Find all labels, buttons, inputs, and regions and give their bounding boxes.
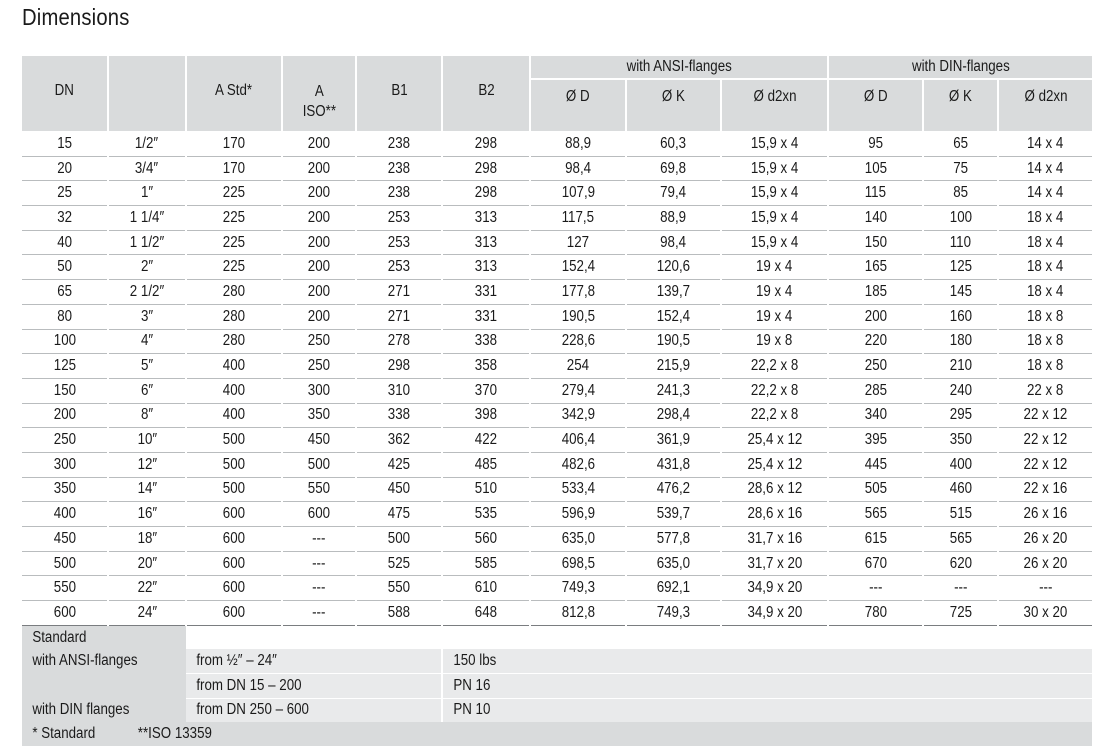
cell-size: 10″ — [108, 428, 186, 453]
cell-din-d2xn: 18 x 8 — [998, 354, 1092, 379]
cell-dn: 15 — [22, 131, 108, 156]
cell-dn: 550 — [22, 576, 108, 601]
footer-ansi-label: with ANSI-flanges — [22, 649, 186, 673]
cell-din-d: 95 — [828, 131, 923, 156]
cell-ansi-k: 139,7 — [626, 280, 721, 305]
cell-size: 2″ — [108, 255, 186, 280]
cell-b2: 298 — [442, 181, 530, 206]
cell-din-d: 780 — [828, 601, 923, 626]
header-din-d2xn: Ø d2xn — [998, 79, 1092, 131]
cell-a-iso: 200 — [282, 304, 356, 329]
cell-din-k: 160 — [923, 304, 998, 329]
cell-dn: 300 — [22, 452, 108, 477]
header-din-d: Ø D — [828, 79, 923, 131]
cell-a-iso: 500 — [282, 452, 356, 477]
cell-ansi-d: 152,4 — [530, 255, 626, 280]
cell-ansi-d2xn: 19 x 4 — [721, 280, 828, 305]
cell-ansi-d: 117,5 — [530, 206, 626, 231]
footer-notes — [22, 722, 1092, 746]
cell-b1: 338 — [356, 403, 442, 428]
cell-a-std: 600 — [186, 502, 282, 527]
table-row — [22, 576, 1092, 601]
header-b1: B1 — [356, 56, 442, 131]
cell-din-d: 150 — [828, 230, 923, 255]
cell-a-std: 400 — [186, 354, 282, 379]
cell-a-iso: 550 — [282, 477, 356, 502]
header-ansi-d: Ø D — [530, 79, 626, 131]
cell-dn: 20 — [22, 156, 108, 181]
cell-a-iso: 300 — [282, 378, 356, 403]
footer-din-range-2: from DN 250 – 600 — [186, 698, 442, 722]
cell-size: 1″ — [108, 181, 186, 206]
cell-ansi-d2xn: 31,7 x 16 — [721, 527, 828, 552]
cell-a-iso: --- — [282, 527, 356, 552]
cell-a-std: 280 — [186, 280, 282, 305]
cell-din-d: 445 — [828, 452, 923, 477]
cell-dn: 200 — [22, 403, 108, 428]
cell-size: 8″ — [108, 403, 186, 428]
cell-a-std: 500 — [186, 452, 282, 477]
table-row — [22, 601, 1092, 626]
cell-din-k: 515 — [923, 502, 998, 527]
footer-din-rating-2: PN 10 — [442, 698, 1092, 722]
header-ansi-d2xn: Ø d2xn — [721, 79, 828, 131]
table-row — [22, 304, 1092, 329]
cell-b2: 313 — [442, 206, 530, 231]
cell-din-k: 725 — [923, 601, 998, 626]
cell-b1: 298 — [356, 354, 442, 379]
cell-ansi-d2xn: 22,2 x 8 — [721, 403, 828, 428]
cell-ansi-d: 406,4 — [530, 428, 626, 453]
cell-b2: 422 — [442, 428, 530, 453]
cell-a-iso: 600 — [282, 502, 356, 527]
cell-ansi-d2xn: 34,9 x 20 — [721, 601, 828, 626]
cell-din-d2xn: 22 x 12 — [998, 428, 1092, 453]
cell-ansi-d2xn: 19 x 8 — [721, 329, 828, 354]
cell-a-std: 225 — [186, 206, 282, 231]
cell-ansi-k: 79,4 — [626, 181, 721, 206]
cell-size: 22″ — [108, 576, 186, 601]
table-row — [22, 354, 1092, 379]
cell-din-k: 125 — [923, 255, 998, 280]
cell-din-d2xn: 18 x 4 — [998, 206, 1092, 231]
cell-ansi-k: 120,6 — [626, 255, 721, 280]
cell-ansi-d: 533,4 — [530, 477, 626, 502]
table-row — [22, 477, 1092, 502]
cell-dn: 350 — [22, 477, 108, 502]
cell-ansi-d2xn: 15,9 x 4 — [721, 181, 828, 206]
header-ansi-group: with ANSI-flanges — [530, 56, 828, 79]
cell-a-iso: 200 — [282, 255, 356, 280]
cell-din-k: 240 — [923, 378, 998, 403]
cell-size: 1 1/2″ — [108, 230, 186, 255]
cell-din-k: 100 — [923, 206, 998, 231]
cell-a-iso: 200 — [282, 206, 356, 231]
table-row — [22, 181, 1092, 206]
cell-a-std: 225 — [186, 255, 282, 280]
cell-a-iso: 200 — [282, 280, 356, 305]
table-row — [22, 329, 1092, 354]
cell-dn: 80 — [22, 304, 108, 329]
cell-a-iso: 200 — [282, 230, 356, 255]
header-ansi-k: Ø K — [626, 79, 721, 131]
cell-size: 24″ — [108, 601, 186, 626]
cell-b1: 525 — [356, 551, 442, 576]
cell-a-std: 400 — [186, 403, 282, 428]
cell-a-std: 280 — [186, 329, 282, 354]
cell-ansi-d2xn: 22,2 x 8 — [721, 378, 828, 403]
cell-size: 16″ — [108, 502, 186, 527]
cell-ansi-d: 342,9 — [530, 403, 626, 428]
cell-din-d2xn: 22 x 12 — [998, 452, 1092, 477]
cell-a-std: 600 — [186, 527, 282, 552]
dimensions-table — [22, 56, 1092, 746]
cell-din-d: 285 — [828, 378, 923, 403]
cell-b1: 253 — [356, 206, 442, 231]
cell-a-std: 225 — [186, 181, 282, 206]
cell-ansi-d2xn: 19 x 4 — [721, 304, 828, 329]
cell-din-d: 340 — [828, 403, 923, 428]
cell-b2: 298 — [442, 156, 530, 181]
cell-dn: 100 — [22, 329, 108, 354]
header-a-iso: A ISO** — [282, 56, 356, 131]
cell-ansi-d2xn: 15,9 x 4 — [721, 131, 828, 156]
table-row — [22, 502, 1092, 527]
cell-ansi-k: 98,4 — [626, 230, 721, 255]
cell-din-k: --- — [923, 576, 998, 601]
cell-b2: 560 — [442, 527, 530, 552]
cell-din-d: 395 — [828, 428, 923, 453]
cell-din-d2xn: 22 x 16 — [998, 477, 1092, 502]
table-row — [22, 378, 1092, 403]
header-dn: DN — [22, 56, 108, 131]
cell-a-std: 600 — [186, 551, 282, 576]
cell-din-d: 185 — [828, 280, 923, 305]
table-row — [22, 255, 1092, 280]
cell-din-d2xn: 18 x 4 — [998, 255, 1092, 280]
cell-ansi-d2xn: 15,9 x 4 — [721, 206, 828, 231]
cell-size: 3/4″ — [108, 156, 186, 181]
cell-din-d: 165 — [828, 255, 923, 280]
cell-ansi-d2xn: 15,9 x 4 — [721, 156, 828, 181]
cell-b2: 648 — [442, 601, 530, 626]
cell-b2: 535 — [442, 502, 530, 527]
cell-a-std: 280 — [186, 304, 282, 329]
cell-size: 12″ — [108, 452, 186, 477]
footer-ansi-label-cont — [22, 673, 186, 698]
footer-ansi-rating: 150 lbs — [442, 649, 1092, 673]
cell-b2: 313 — [442, 255, 530, 280]
cell-din-k: 350 — [923, 428, 998, 453]
footer-standard-label: Standard — [22, 625, 186, 649]
table-row — [22, 280, 1092, 305]
cell-b1: 362 — [356, 428, 442, 453]
cell-ansi-k: 539,7 — [626, 502, 721, 527]
cell-a-iso: 450 — [282, 428, 356, 453]
cell-din-d2xn: 22 x 8 — [998, 378, 1092, 403]
cell-din-d2xn: 14 x 4 — [998, 156, 1092, 181]
cell-ansi-d: 482,6 — [530, 452, 626, 477]
cell-din-d2xn: 30 x 20 — [998, 601, 1092, 626]
cell-dn: 125 — [22, 354, 108, 379]
cell-din-d2xn: 26 x 20 — [998, 551, 1092, 576]
cell-a-iso: 200 — [282, 181, 356, 206]
table-row — [22, 131, 1092, 156]
cell-b1: 238 — [356, 156, 442, 181]
cell-din-d: 140 — [828, 206, 923, 231]
cell-size: 4″ — [108, 329, 186, 354]
footer-blank — [186, 625, 1092, 649]
cell-dn: 600 — [22, 601, 108, 626]
footer-din-label: with DIN flanges — [22, 698, 186, 722]
cell-din-k: 145 — [923, 280, 998, 305]
cell-ansi-d2xn: 19 x 4 — [721, 255, 828, 280]
header-size — [108, 56, 186, 131]
cell-b2: 358 — [442, 354, 530, 379]
cell-a-iso: --- — [282, 601, 356, 626]
cell-a-iso: --- — [282, 576, 356, 601]
cell-b2: 313 — [442, 230, 530, 255]
cell-b2: 338 — [442, 329, 530, 354]
cell-b1: 310 — [356, 378, 442, 403]
cell-din-k: 400 — [923, 452, 998, 477]
footer-din-rating-1: PN 16 — [442, 673, 1092, 698]
cell-ansi-d: 596,9 — [530, 502, 626, 527]
cell-ansi-d2xn: 28,6 x 16 — [721, 502, 828, 527]
cell-ansi-k: 361,9 — [626, 428, 721, 453]
cell-din-d2xn: 26 x 16 — [998, 502, 1092, 527]
cell-din-k: 565 — [923, 527, 998, 552]
cell-ansi-d: 127 — [530, 230, 626, 255]
cell-ansi-k: 69,8 — [626, 156, 721, 181]
table-row — [22, 551, 1092, 576]
cell-din-d2xn: 18 x 8 — [998, 304, 1092, 329]
cell-din-k: 620 — [923, 551, 998, 576]
cell-ansi-d: 228,6 — [530, 329, 626, 354]
cell-b2: 585 — [442, 551, 530, 576]
cell-din-d: 565 — [828, 502, 923, 527]
cell-din-d: 200 — [828, 304, 923, 329]
cell-ansi-d: 190,5 — [530, 304, 626, 329]
cell-size: 3″ — [108, 304, 186, 329]
cell-dn: 32 — [22, 206, 108, 231]
cell-din-d: 615 — [828, 527, 923, 552]
cell-ansi-k: 190,5 — [626, 329, 721, 354]
cell-b1: 271 — [356, 304, 442, 329]
cell-b2: 331 — [442, 304, 530, 329]
cell-b2: 298 — [442, 131, 530, 156]
note-iso: **ISO 13359 — [137, 724, 212, 742]
table-row — [22, 452, 1092, 477]
cell-dn: 150 — [22, 378, 108, 403]
cell-a-std: 600 — [186, 576, 282, 601]
cell-a-iso: 200 — [282, 131, 356, 156]
cell-ansi-k: 152,4 — [626, 304, 721, 329]
cell-size: 14″ — [108, 477, 186, 502]
cell-din-d: 505 — [828, 477, 923, 502]
cell-size: 1 1/4″ — [108, 206, 186, 231]
cell-b1: 278 — [356, 329, 442, 354]
cell-size: 18″ — [108, 527, 186, 552]
cell-ansi-d: 698,5 — [530, 551, 626, 576]
cell-size: 1/2″ — [108, 131, 186, 156]
cell-ansi-d2xn: 15,9 x 4 — [721, 230, 828, 255]
cell-din-k: 180 — [923, 329, 998, 354]
cell-b2: 510 — [442, 477, 530, 502]
cell-b1: 500 — [356, 527, 442, 552]
footer-ansi-range: from ½″ – 24″ — [186, 649, 442, 673]
cell-b1: 550 — [356, 576, 442, 601]
table-row — [22, 206, 1092, 231]
cell-din-d: 670 — [828, 551, 923, 576]
cell-din-d2xn: 18 x 8 — [998, 329, 1092, 354]
cell-din-d: 250 — [828, 354, 923, 379]
cell-ansi-d2xn: 28,6 x 12 — [721, 477, 828, 502]
cell-ansi-k: 577,8 — [626, 527, 721, 552]
cell-din-d2xn: --- — [998, 576, 1092, 601]
table-row — [22, 156, 1092, 181]
table-body — [22, 131, 1092, 625]
cell-din-k: 460 — [923, 477, 998, 502]
header-din-group: with DIN-flanges — [828, 56, 1092, 79]
cell-ansi-d2xn: 34,9 x 20 — [721, 576, 828, 601]
cell-ansi-k: 88,9 — [626, 206, 721, 231]
cell-a-iso: 350 — [282, 403, 356, 428]
cell-ansi-d: 98,4 — [530, 156, 626, 181]
cell-din-d: 220 — [828, 329, 923, 354]
cell-dn: 65 — [22, 280, 108, 305]
cell-ansi-d: 107,9 — [530, 181, 626, 206]
header-a-std: A Std* — [186, 56, 282, 131]
cell-din-d2xn: 18 x 4 — [998, 280, 1092, 305]
cell-ansi-k: 298,4 — [626, 403, 721, 428]
cell-ansi-d: 279,4 — [530, 378, 626, 403]
cell-a-std: 500 — [186, 428, 282, 453]
cell-b1: 271 — [356, 280, 442, 305]
cell-ansi-d: 254 — [530, 354, 626, 379]
cell-dn: 250 — [22, 428, 108, 453]
cell-b2: 331 — [442, 280, 530, 305]
cell-b2: 370 — [442, 378, 530, 403]
cell-ansi-d2xn: 25,4 x 12 — [721, 428, 828, 453]
cell-a-std: 170 — [186, 156, 282, 181]
cell-din-d2xn: 22 x 12 — [998, 403, 1092, 428]
cell-din-k: 65 — [923, 131, 998, 156]
cell-din-k: 295 — [923, 403, 998, 428]
header-din-k: Ø K — [923, 79, 998, 131]
cell-din-k: 75 — [923, 156, 998, 181]
cell-a-iso: 250 — [282, 329, 356, 354]
cell-a-std: 600 — [186, 601, 282, 626]
table-row — [22, 527, 1092, 552]
cell-din-d2xn: 26 x 20 — [998, 527, 1092, 552]
cell-din-d: 105 — [828, 156, 923, 181]
cell-ansi-d2xn: 25,4 x 12 — [721, 452, 828, 477]
footer-din-range-1: from DN 15 – 200 — [186, 673, 442, 698]
table-row — [22, 230, 1092, 255]
cell-size: 6″ — [108, 378, 186, 403]
cell-dn: 25 — [22, 181, 108, 206]
cell-a-std: 500 — [186, 477, 282, 502]
cell-din-d2xn: 14 x 4 — [998, 181, 1092, 206]
cell-ansi-k: 431,8 — [626, 452, 721, 477]
cell-a-std: 225 — [186, 230, 282, 255]
cell-ansi-d: 749,3 — [530, 576, 626, 601]
cell-dn: 450 — [22, 527, 108, 552]
cell-b1: 475 — [356, 502, 442, 527]
cell-ansi-d: 635,0 — [530, 527, 626, 552]
cell-b1: 238 — [356, 181, 442, 206]
cell-size: 5″ — [108, 354, 186, 379]
cell-a-iso: --- — [282, 551, 356, 576]
cell-din-d: 115 — [828, 181, 923, 206]
cell-din-d: --- — [828, 576, 923, 601]
cell-dn: 400 — [22, 502, 108, 527]
cell-dn: 50 — [22, 255, 108, 280]
cell-b2: 398 — [442, 403, 530, 428]
cell-ansi-k: 476,2 — [626, 477, 721, 502]
cell-ansi-k: 749,3 — [626, 601, 721, 626]
cell-b2: 485 — [442, 452, 530, 477]
header-b2: B2 — [442, 56, 530, 131]
cell-size: 20″ — [108, 551, 186, 576]
cell-ansi-k: 60,3 — [626, 131, 721, 156]
cell-dn: 40 — [22, 230, 108, 255]
cell-b1: 450 — [356, 477, 442, 502]
cell-ansi-k: 241,3 — [626, 378, 721, 403]
cell-ansi-k: 215,9 — [626, 354, 721, 379]
cell-din-d2xn: 14 x 4 — [998, 131, 1092, 156]
cell-a-std: 170 — [186, 131, 282, 156]
cell-din-d2xn: 18 x 4 — [998, 230, 1092, 255]
note-standard: * Standard — [32, 724, 96, 742]
cell-din-k: 110 — [923, 230, 998, 255]
table-row — [22, 428, 1092, 453]
cell-ansi-d: 177,8 — [530, 280, 626, 305]
cell-ansi-k: 692,1 — [626, 576, 721, 601]
cell-ansi-d: 88,9 — [530, 131, 626, 156]
table-row — [22, 403, 1092, 428]
cell-a-iso: 200 — [282, 156, 356, 181]
cell-b1: 588 — [356, 601, 442, 626]
cell-b1: 253 — [356, 255, 442, 280]
cell-b1: 253 — [356, 230, 442, 255]
cell-ansi-d2xn: 22,2 x 8 — [721, 354, 828, 379]
cell-b1: 425 — [356, 452, 442, 477]
table-footer — [22, 625, 1092, 745]
cell-size: 2 1/2″ — [108, 280, 186, 305]
cell-din-k: 210 — [923, 354, 998, 379]
cell-din-k: 85 — [923, 181, 998, 206]
page-title: Dimensions — [22, 4, 130, 30]
cell-ansi-d2xn: 31,7 x 20 — [721, 551, 828, 576]
cell-dn: 500 — [22, 551, 108, 576]
cell-a-iso: 250 — [282, 354, 356, 379]
cell-b2: 610 — [442, 576, 530, 601]
cell-a-std: 400 — [186, 378, 282, 403]
cell-ansi-k: 635,0 — [626, 551, 721, 576]
cell-ansi-d: 812,8 — [530, 601, 626, 626]
cell-b1: 238 — [356, 131, 442, 156]
